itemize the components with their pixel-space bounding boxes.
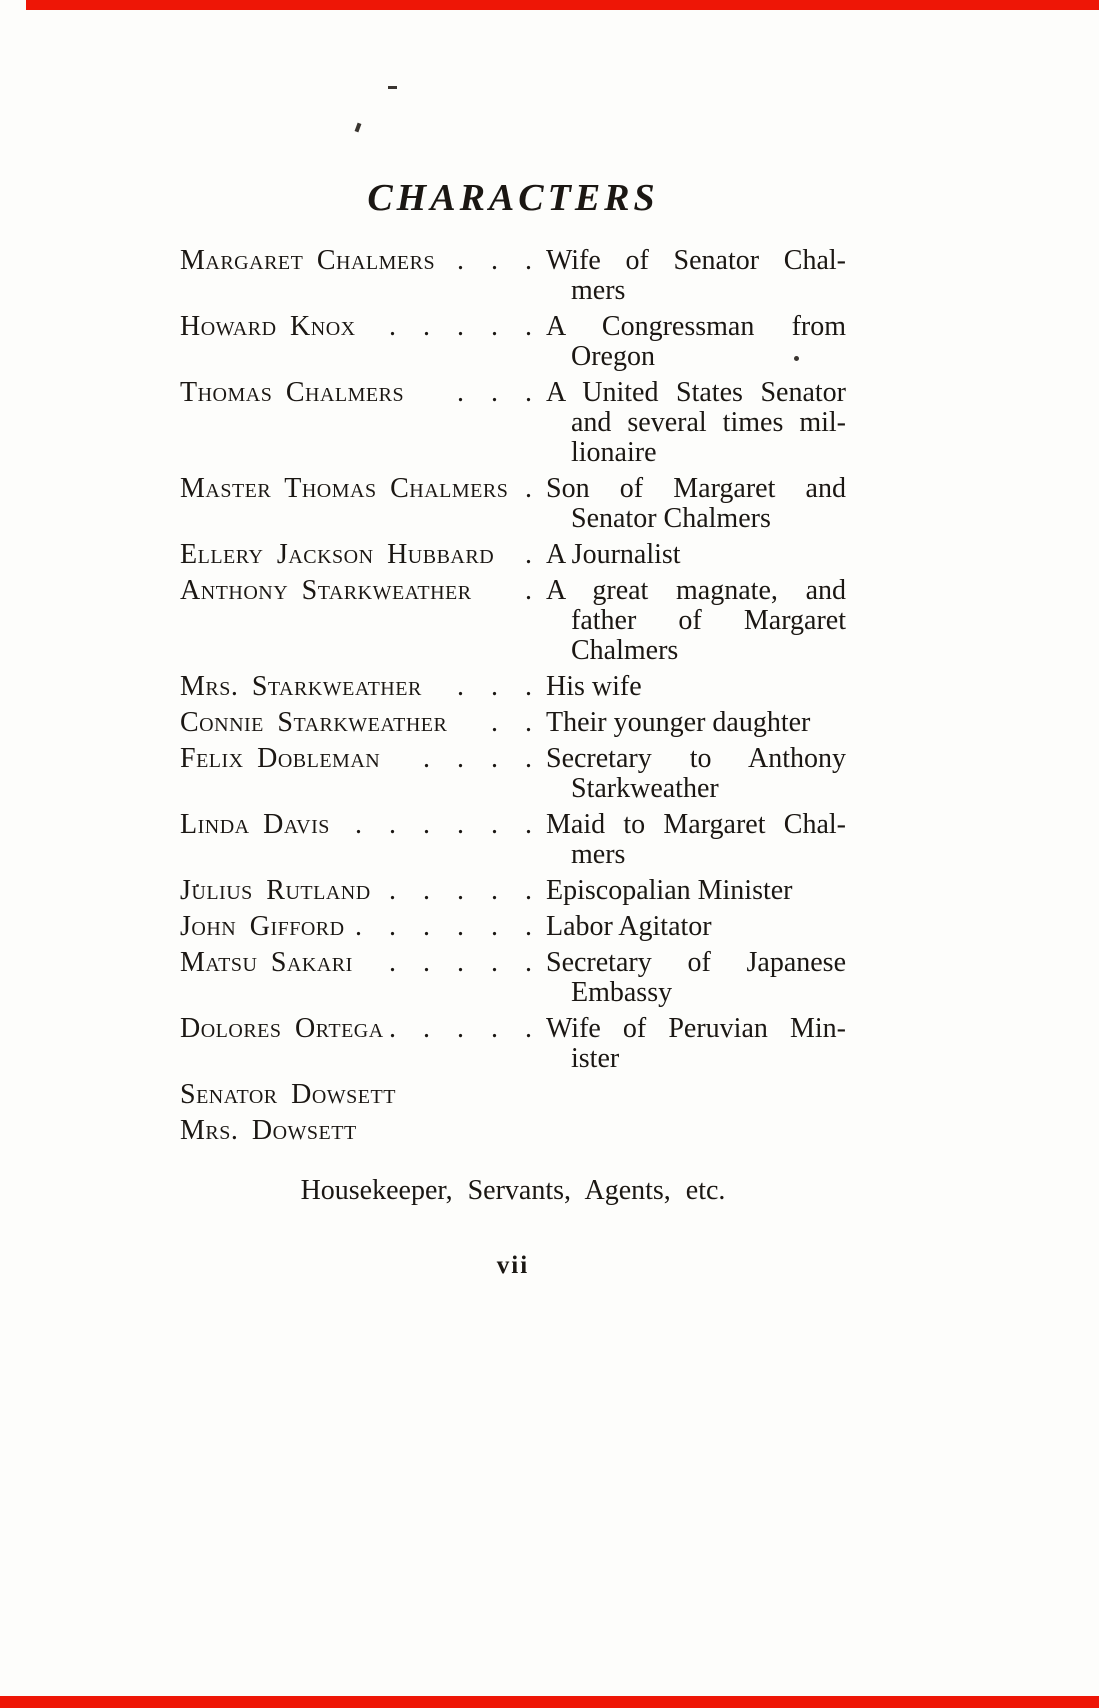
- character-description: [546, 1080, 846, 1110]
- character-row-mrs-dowsett: [180, 1116, 846, 1146]
- character-list: [180, 246, 846, 1146]
- character-description-line: ister: [571, 1043, 620, 1074]
- character-name: Mrs. Dowsett: [180, 1115, 357, 1146]
- character-description-line: Embassy: [571, 977, 673, 1008]
- character-name: Felix Dobleman: [180, 743, 381, 774]
- name-column: [180, 576, 532, 666]
- character-description: [546, 246, 846, 306]
- footer-note: Housekeeper, Servants, Agents, etc.: [300, 1175, 726, 1206]
- character-name: Mrs. Starkweather: [180, 671, 422, 702]
- character-name: Howard Knox: [180, 311, 356, 342]
- leader-dots: . . . . . .: [355, 912, 532, 942]
- character-name: Connie Starkweather: [180, 707, 448, 738]
- character-name: John Gifford: [180, 911, 345, 942]
- character-description: [546, 576, 846, 666]
- character-name: Linda Davis: [180, 809, 330, 840]
- page-content: [180, 176, 846, 1280]
- character-row-connie-starkweather: [180, 708, 846, 738]
- character-description: [546, 474, 846, 534]
- character-row-felix-dobleman: [180, 744, 846, 804]
- character-row-howard-knox: [180, 312, 846, 372]
- character-description-line: Their younger daughter: [546, 707, 811, 738]
- leader-dots: .: [525, 540, 532, 570]
- scan-speck: [388, 86, 397, 89]
- character-row-ellery-jackson-hubbard: [180, 540, 846, 570]
- character-row-anthony-starkweather: [180, 576, 846, 666]
- character-description-line: Senator Chalmers: [571, 503, 771, 534]
- character-description-line: Maid to Margaret Chal-: [546, 809, 846, 840]
- scan-edge-artifact-top: [26, 0, 1099, 10]
- character-description: [546, 876, 846, 906]
- leader-dots: . . . . .: [389, 948, 532, 978]
- character-description: [546, 312, 846, 372]
- character-row-senator-dowsett: [180, 1080, 846, 1110]
- character-name: Margaret Chalmers: [180, 245, 436, 276]
- name-column: [180, 474, 532, 534]
- character-name: Ellery Jackson Hubbard: [180, 539, 495, 570]
- name-column: [180, 744, 532, 804]
- character-description-line: mers: [571, 275, 626, 306]
- character-description: [546, 810, 846, 870]
- character-description-line: and several times mil-: [571, 407, 846, 438]
- character-name: Master Thomas Chalmers: [180, 473, 509, 504]
- character-description-line: A Journalist: [546, 539, 681, 570]
- character-description-line: Episcopalian Minister: [546, 875, 793, 906]
- character-description-line: Son of Margaret and: [546, 473, 846, 504]
- character-description: [546, 1116, 846, 1146]
- character-description-line: Wife of Peruvian Min-: [546, 1013, 846, 1044]
- scan-speck: [355, 123, 362, 133]
- leader-dots: . . .: [457, 378, 532, 408]
- character-description: [546, 708, 846, 738]
- character-row-dolores-ortega: [180, 1014, 846, 1074]
- name-column: [180, 1014, 532, 1074]
- character-description-line: mers: [571, 839, 626, 870]
- character-name: Dolores Ortega: [180, 1013, 384, 1044]
- character-row-linda-davis: [180, 810, 846, 870]
- character-description: [546, 540, 846, 570]
- character-row-thomas-chalmers: [180, 378, 846, 468]
- character-name: Senator Dowsett: [180, 1079, 396, 1110]
- leader-dots: . . .: [457, 246, 532, 276]
- name-column: [180, 312, 532, 372]
- character-row-mrs-starkweather: [180, 672, 846, 702]
- character-description: [546, 378, 846, 468]
- character-description-line: Secretary to Anthony: [546, 743, 846, 774]
- character-description-line: lionaire: [571, 437, 657, 468]
- character-row-john-gifford: [180, 912, 846, 942]
- leader-dots: . . .: [457, 672, 532, 702]
- name-column: [180, 810, 532, 870]
- character-name: Matsu Sakari: [180, 947, 353, 978]
- leader-dots: . . . .: [423, 744, 532, 774]
- character-description-line: Secretary of Japanese: [546, 947, 846, 978]
- name-column: [180, 876, 532, 906]
- name-column: [180, 912, 532, 942]
- character-name: Thomas Chalmers: [180, 377, 405, 408]
- character-name: Julius Rutland: [180, 875, 371, 906]
- name-column: [180, 708, 532, 738]
- leader-dots: . .: [491, 708, 532, 738]
- character-description-line: A great magnate, and: [546, 575, 846, 606]
- name-column: [180, 540, 532, 570]
- name-column: [180, 378, 532, 468]
- name-column: [180, 246, 532, 306]
- character-row-julius-rutland: [180, 876, 846, 906]
- scan-edge-artifact-bottom: [0, 1696, 1099, 1708]
- name-column: [180, 948, 532, 1008]
- character-description-line: father of Margaret: [571, 605, 846, 636]
- character-name: Anthony Starkweather: [180, 575, 472, 606]
- name-column: [180, 1116, 532, 1146]
- character-description-line: A United States Senator: [546, 377, 846, 408]
- character-description: [546, 672, 846, 702]
- page-title: CHARACTERS: [367, 177, 659, 219]
- page-number: vii: [496, 1252, 530, 1279]
- leader-dots: . . . . . .: [355, 810, 532, 840]
- character-description: [546, 912, 846, 942]
- leader-dots: . . . . .: [389, 312, 532, 342]
- character-row-matsu-sakari: [180, 948, 846, 1008]
- character-description: [546, 948, 846, 1008]
- character-row-master-thomas-chalmers: [180, 474, 846, 534]
- leader-dots: . . . . .: [389, 876, 532, 906]
- character-description-line: Chalmers: [571, 635, 679, 666]
- character-description-line: Wife of Senator Chal-: [546, 245, 846, 276]
- character-description-line: Labor Agitator: [546, 911, 712, 942]
- leader-dots: . . . . .: [389, 1014, 532, 1044]
- leader-dots: .: [525, 576, 532, 606]
- leader-dots: .: [525, 474, 532, 504]
- name-column: [180, 1080, 532, 1110]
- character-description-line: A Congressman from: [546, 311, 846, 342]
- character-description: [546, 744, 846, 804]
- character-description-line: His wife: [546, 671, 642, 702]
- name-column: [180, 672, 532, 702]
- character-description: [546, 1014, 846, 1074]
- character-description-line: Starkweather: [571, 773, 719, 804]
- character-row-margaret-chalmers: [180, 246, 846, 306]
- character-description-line: Oregon: [571, 341, 655, 372]
